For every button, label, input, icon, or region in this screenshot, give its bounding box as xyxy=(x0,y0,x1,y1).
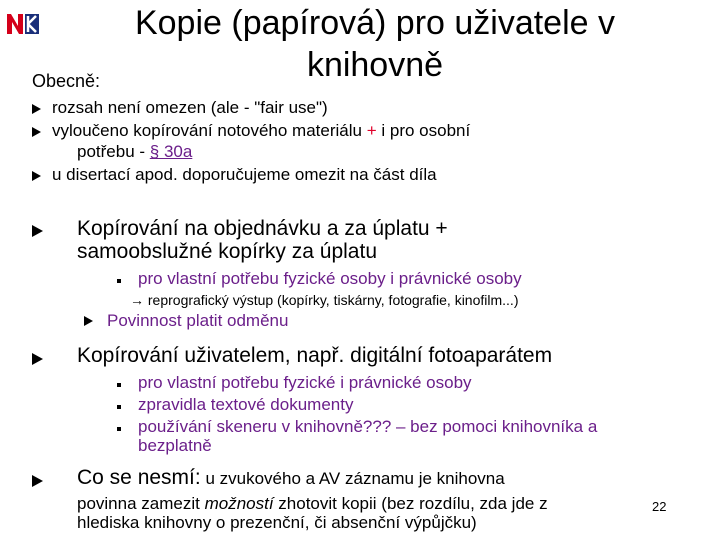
ordered-copying-sub: pro vlastní potřebu fyzické osoby i právnické osoby xyxy=(138,269,522,288)
bullet-arrow-icon xyxy=(84,316,93,326)
reprographic-note: → reprografický výstup (kopírky, tiskárny, fotografie, kinofilm...) xyxy=(130,292,519,308)
bullet-square-icon xyxy=(117,405,121,409)
library-logo xyxy=(5,12,41,36)
forbidden-text-2c: zhotovit kopii (bez rozdílu, zda jde z xyxy=(273,494,548,513)
general-item-2-text: vyloučeno kopírování notového materiálu xyxy=(52,121,367,140)
section-label-general: Obecně: xyxy=(32,71,101,91)
forbidden-heading xyxy=(77,466,505,490)
user-copying-item-3-cont: bezplatně xyxy=(138,436,212,455)
user-copying-item-1: pro vlastní potřebu fyzické i právnické osoby xyxy=(138,373,472,392)
payment-duty: Povinnost platit odměnu xyxy=(107,311,289,330)
user-copying-item-2: zpravidla textové dokumenty xyxy=(138,395,354,414)
bullet-arrow-icon xyxy=(32,475,43,487)
general-item-2-text-end: i pro osobní xyxy=(376,121,471,140)
general-item-2-cont xyxy=(77,142,192,162)
forbidden-label: Co se nesmí: xyxy=(77,466,201,489)
user-copying-item-3: používání skeneru v knihovně??? – bez pomoci knihovníka a xyxy=(138,417,598,436)
ordered-copying-heading-cont: samoobslužné kopírky za úplatu xyxy=(77,240,377,263)
bullet-square-icon xyxy=(117,279,121,283)
bullet-arrow-icon xyxy=(32,225,43,237)
law-section-link[interactable]: § 30a xyxy=(149,142,193,161)
forbidden-text-line-3: hlediska knihovny o prezenční, či absenční výpůjčku) xyxy=(77,513,477,532)
forbidden-text-2a: povinna zamezit xyxy=(77,494,205,513)
bullet-arrow-icon xyxy=(32,104,41,114)
forbidden-text-emphasis: možností xyxy=(204,494,274,513)
plus-sign: + xyxy=(366,121,377,140)
forbidden-text-line-2 xyxy=(77,494,548,514)
bullet-arrow-icon xyxy=(32,353,43,365)
page-title: Kopie (papírová) pro uživatele v knihovně xyxy=(134,4,616,84)
bullet-square-icon xyxy=(117,383,121,387)
general-item-3: u disertací apod. doporučujeme omezit na část díla xyxy=(52,165,437,184)
bullet-square-icon xyxy=(117,427,121,431)
page-number: 22 xyxy=(652,499,667,514)
general-item-2 xyxy=(52,121,470,141)
forbidden-text: u zvukového a AV záznamu je knihovna xyxy=(200,469,505,488)
user-copying-heading: Kopírování uživatelem, např. digitální fotoaparátem xyxy=(77,344,553,367)
ordered-copying-heading: Kopírování na objednávku a za úplatu + xyxy=(77,217,448,240)
bullet-arrow-icon xyxy=(32,171,41,181)
general-item-2-cont-text: potřebu - xyxy=(77,142,150,161)
general-item-1: rozsah není omezen (ale - "fair use") xyxy=(52,98,328,117)
bullet-arrow-icon xyxy=(32,127,41,137)
